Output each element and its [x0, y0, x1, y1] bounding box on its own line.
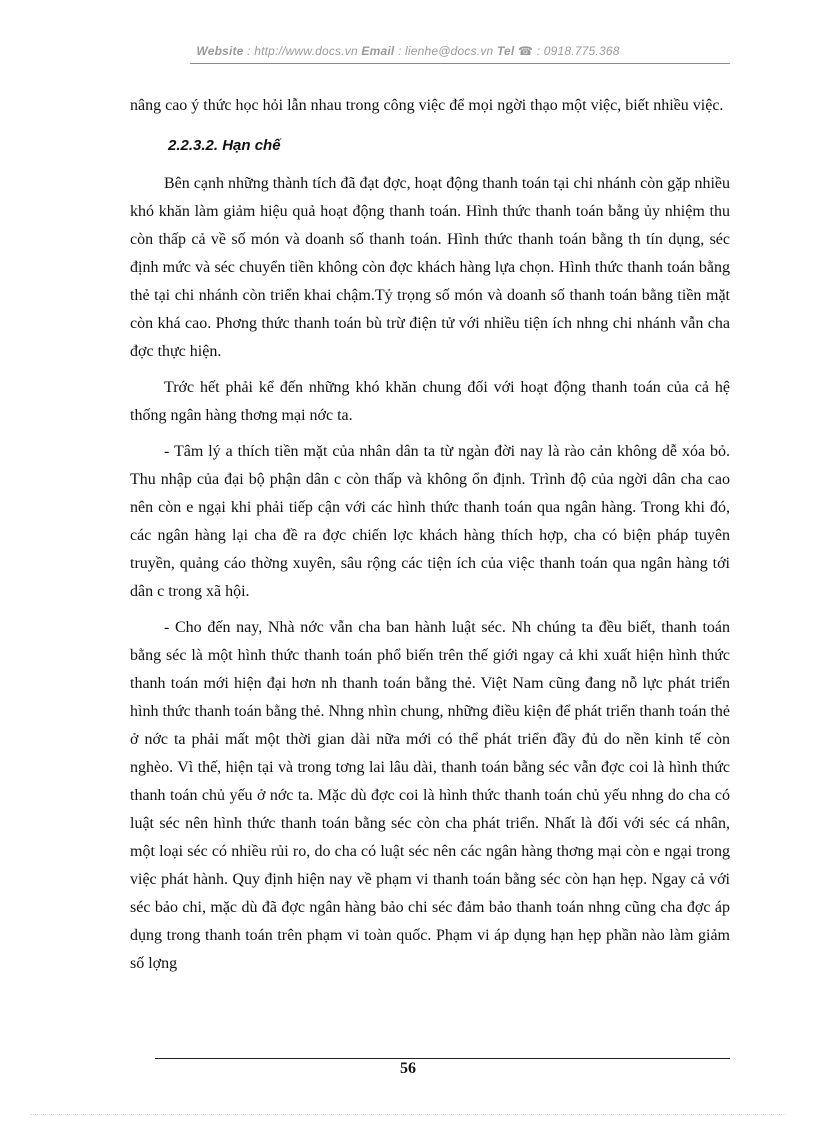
header-divider [190, 63, 730, 64]
website-value[interactable]: : http://www.docs.vn [247, 44, 358, 58]
section-heading: 2.2.3.2. Hạn chế [168, 137, 281, 154]
paragraph-continuation: nâng cao ý thức học hỏi lẫn nhau trong công việc để mọi ngời thạo một việc, biết nhiều việc. [130, 97, 724, 114]
page-number: 56 [400, 1060, 416, 1077]
email-value[interactable]: : lienhe@docs.vn [397, 44, 494, 58]
page-header [0, 44, 816, 58]
paragraph-cash-preference: - Tâm lý a thích tiền mặt của nhân dân ta từ ngàn đời nay là rào cản không dễ xóa bỏ. Thu nhập của đại bộ phận dân c còn thấp và không ổn định. Trình độ của ngời dân cha cao nên còn e ngại khi phải tiếp cận với các hình thức thanh toán qua ngân hàng. Trong khi đó, các ngân hàng lại cha đề ra đợc chiến lợc khách hàng thích hợp, cha có biện pháp tuyên truyền, quảng cáo thờng xuyên, sâu rộng các tiện ích của việc thanh toán qua ngân hàng tới dân c trong xã hội. [130, 443, 730, 600]
tel-label: Tel [496, 44, 515, 58]
document-body [130, 92, 730, 978]
page-bottom-border [30, 1114, 786, 1115]
paragraph-general-difficulties: Trớc hết phải kể đến những khó khăn chung đối với hoạt động thanh toán của cả hệ thống ngân hàng thơng mại nớc ta. [130, 379, 730, 424]
email-label: Email [361, 44, 395, 58]
paragraph-cheque-law: - Cho đến nay, Nhà nớc vẫn cha ban hành luật séc. Nh chúng ta đều biết, thanh toán bằng séc là một hình thức thanh toán phổ biến trên thế giới ngay cả khi xuất hiện hình thức thanh toán mới hiện đại hơn nh thanh toán bằng thẻ. Việt Nam cũng đang nỗ lực phát triển hình thức thanh toán bằng thẻ. Nhng nhìn chung, những điều kiện để phát triển thanh toán thẻ ở nớc ta phải mất một thời gian dài nữa mới có thể phát triển đầy đủ do nền kinh tế còn nghèo. Vì thế, hiện tại và trong tơng lai lâu dài, thanh toán bằng séc vẫn đợc coi là hình thức thanh toán chủ yếu ở nớc ta. Mặc dù đợc coi là hình thức thanh toán chủ yếu nhng do cha có luật séc nên hình thức thanh toán bằng séc còn cha phát triển. Nhất là đối với séc cá nhân, một loại séc có nhiều rủi ro, do cha có luật séc nên các ngân hàng thơng mại còn e ngại trong việc phát hành. Quy định hiện nay về phạm vi thanh toán bằng séc còn hạn hẹp. Ngay cả với séc bảo chi, mặc dù đã đợc ngân hàng bảo chi séc đảm bảo thanh toán nhng cũng cha đợc áp dụng trong thanh toán trên phạm vi toàn quốc. Phạm vi áp dụng hạn hẹp phần nào làm giảm số lợng [130, 619, 730, 972]
tel-value: ☎ : 0918.775.368 [518, 44, 620, 58]
footer-divider [155, 1058, 730, 1059]
paragraph-limitations: Bên cạnh những thành tích đã đạt đợc, hoạt động thanh toán tại chi nhánh còn gặp nhiều khó khăn làm giảm hiệu quả hoạt động thanh toán. Hình thức thanh toán bằng ủy nhiệm thu còn thấp cả về số món và doanh số thanh toán. Hình thức thanh toán bằng th tín dụng, séc định mức và séc chuyển tiền không còn đợc khách hàng lựa chọn. Hình thức thanh toán bằng thẻ tại chi nhánh còn triển khai chậm.Tỷ trọng số món và doanh số thanh toán bằng tiền mặt còn khá cao. Phơng thức thanh toán bù trừ điện tử với nhiều tiện ích nhng chi nhánh vẫn cha đợc thực hiện. [130, 175, 730, 360]
website-label: Website [196, 44, 244, 58]
